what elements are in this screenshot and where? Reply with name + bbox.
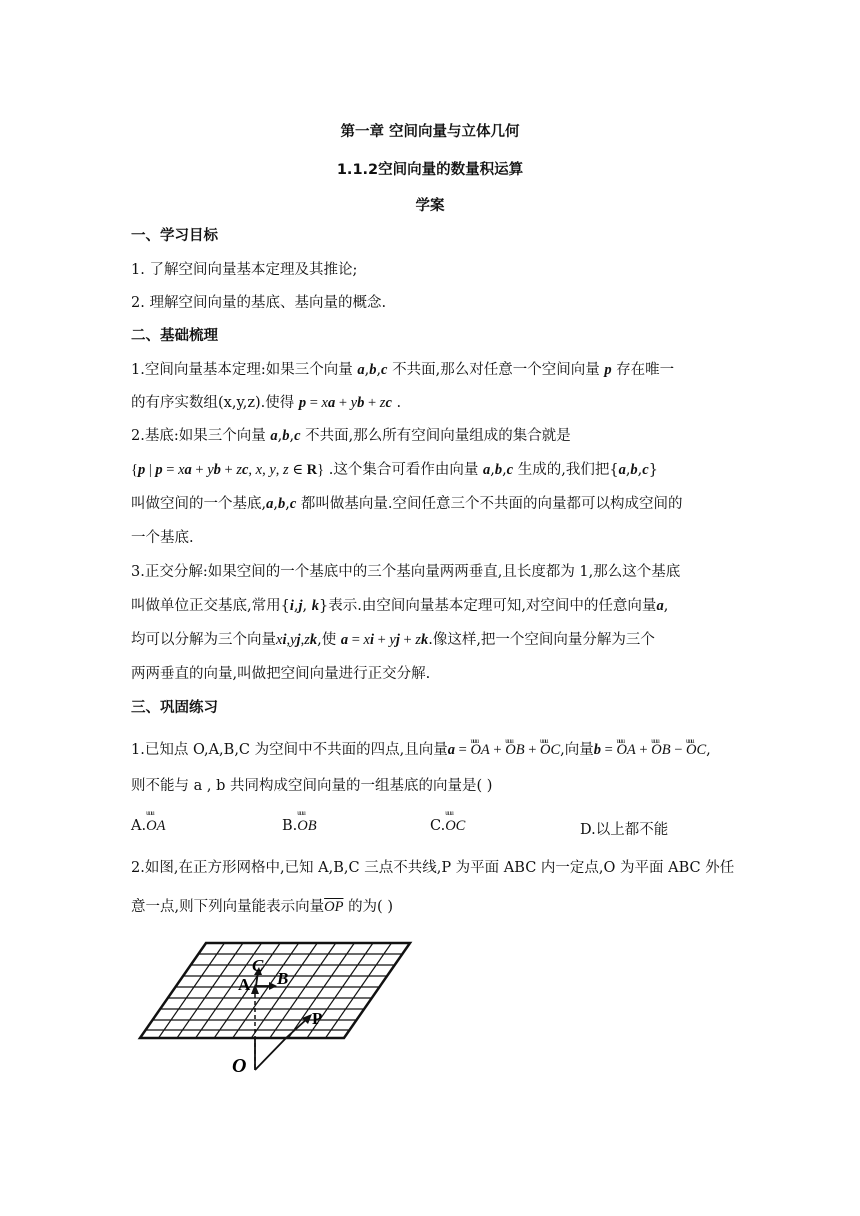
- label-a: A: [238, 975, 251, 994]
- section-3-heading: 三、巩固练习: [131, 700, 218, 716]
- basis-line-4: 一个基底.: [131, 530, 194, 546]
- label-o: O: [232, 1055, 247, 1077]
- orthogonal-line-1: 3.正交分解:如果空间的一个基底中的三个基向量两两垂直,且长度都为 1,那么这个基底: [131, 564, 681, 580]
- option-b[interactable]: B.uuu OB: [282, 818, 317, 835]
- question-1-line-2: 则不能与 a , b 共同构成空间向量的一组基底的向量是( ): [131, 778, 493, 794]
- grid-figure: [136, 938, 416, 1078]
- option-d[interactable]: D.以上都不能: [580, 822, 669, 838]
- label-p: P: [312, 1009, 323, 1028]
- basis-line-3: 叫做空间的一个基底,a,b,c 都叫做基向量.空间任意三个不共面的向量都可以构成空间的: [131, 496, 683, 512]
- theorem-line-2: 的有序实数组(x,y,z).使得 p = xa + yb + zc .: [131, 395, 402, 411]
- chapter-title: 第一章 空间向量与立体几何: [340, 124, 520, 140]
- objective-2: 2. 理解空间向量的基底、基向量的概念.: [131, 295, 387, 311]
- question-1-line-1: 1.已知点 O,A,B,C 为空间中不共面的四点,且向量a = uuu OA + uuu OB + uuu OC,向量b = uuu OA + uuu OB − uuu OC,: [131, 740, 711, 760]
- option-c[interactable]: C.uuu OC: [430, 818, 465, 835]
- question-2-line-1: 2.如图,在正方形网格中,已知 A,B,C 三点不共线,P 为平面 ABC 内一定点,O 为平面 ABC 外任: [131, 860, 735, 876]
- doc-type-title: 学案: [415, 198, 445, 214]
- question-2-line-2: 意一点,则下列向量能表示向量$\overline{OP}$ 的为( ): [131, 899, 393, 915]
- orthogonal-line-2: 叫做单位正交基底,常用{i,j, k}表示.由空间向量基本定理可知,对空间中的任意向量a,: [131, 598, 669, 614]
- option-a[interactable]: A.uuu OA: [131, 818, 165, 835]
- basis-line-1: 2.基底:如果三个向量 a,b,c 不共面,那么所有空间向量组成的集合就是: [131, 428, 571, 444]
- label-c: C: [252, 956, 264, 975]
- basis-line-2: {p | p = xa + yb + zc, x, y, z ∈ R} .这个集合可看作由向量 a,b,c 生成的,我们把{a,b,c}: [131, 462, 658, 478]
- label-b: B: [277, 969, 289, 988]
- orthogonal-line-4: 两两垂直的向量,叫做把空间向量进行正交分解.: [131, 666, 431, 682]
- section-2-heading: 二、基础梳理: [131, 328, 218, 344]
- theorem-line-1: 1.空间向量基本定理:如果三个向量 a,b,c 不共面,那么对任意一个空间向量 p 存在唯一: [131, 362, 675, 378]
- objective-1: 1. 了解空间向量基本定理及其推论;: [131, 262, 358, 278]
- section-1-heading: 一、学习目标: [131, 228, 218, 244]
- orthogonal-line-3: 均可以分解为三个向量xi,yj,zk,使 a = xi + yj + zk.像这样,把一个空间向量分解为三个: [131, 632, 655, 648]
- section-title: 1.1.2空间向量的数量积运算: [336, 162, 524, 178]
